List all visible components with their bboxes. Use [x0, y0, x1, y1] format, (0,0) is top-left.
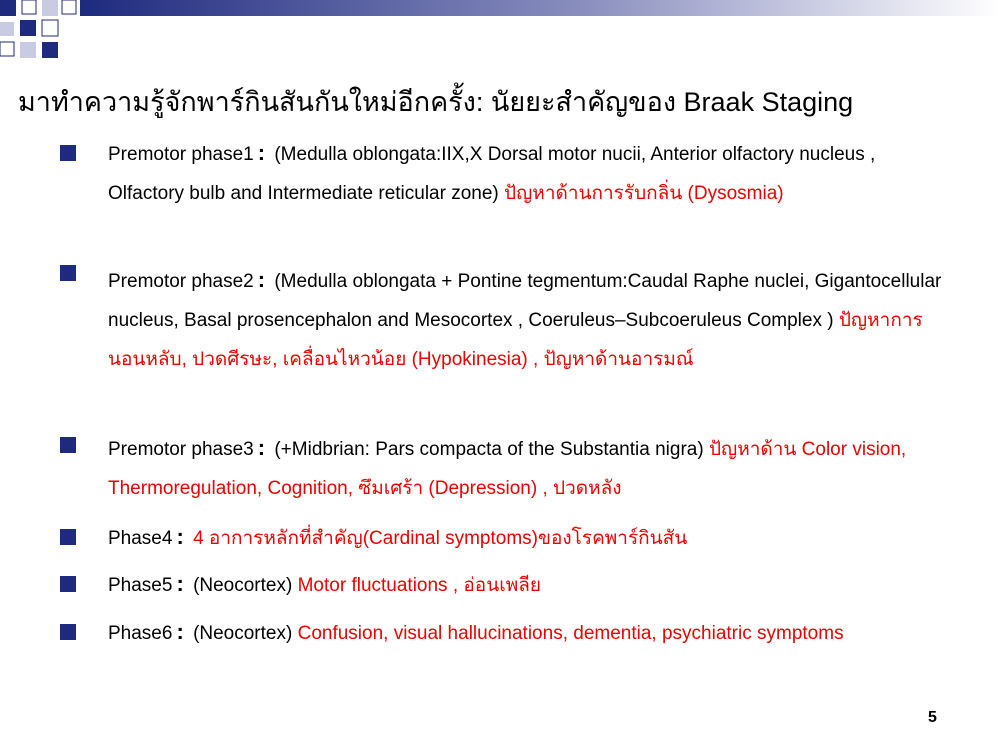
phase-detail: (Medulla oblongata:IIX,X Dorsal motor nucii, Anterior olfactory nucleus , Olfactory bulb and Intermediate reticular zone): [108, 144, 876, 204]
phase-highlight: ปัญหาด้าน Color vision, Thermoregulation, Cognition, ซึมเศร้า (Depression) , ปวดหลัง: [108, 439, 907, 499]
phase-separator: :: [257, 140, 266, 165]
bullet-square-icon: [60, 145, 76, 161]
phase-detail: (Neocortex): [193, 575, 293, 596]
phase-separator: :: [176, 571, 184, 596]
list-item-phase4: [108, 517, 948, 558]
phase-highlight: Motor fluctuations , อ่อนเพลีย: [297, 575, 541, 596]
list-item-phase2: [108, 260, 948, 379]
list-item-phase1: [108, 133, 948, 213]
phase-separator: :: [257, 435, 266, 460]
slide-title: มาทำความรู้จักพาร์กินสันกันใหม่อีกครั้ง: นัยยะสำคัญของ Braak Staging: [18, 87, 854, 117]
phase-highlight: Confusion, visual hallucinations, dementia, psychiatric symptoms: [297, 623, 844, 644]
phase-label: Premotor phase1: [108, 144, 254, 165]
phase-separator: :: [257, 267, 266, 292]
phase-label: Premotor phase3: [108, 439, 254, 460]
header-decoration: [0, 0, 1000, 64]
bullet-square-icon: [60, 576, 76, 592]
bullet-square-icon: [60, 265, 76, 281]
phase-highlight: ปัญหาการนอนหลับ, ปวดศีรษะ, เคลื่อนไหวน้อย (Hypokinesia) , ปัญหาด้านอารมณ์: [108, 310, 923, 370]
list-item-phase5: [108, 564, 948, 605]
phase-label: Phase5: [108, 575, 173, 596]
bullet-square-icon: [60, 529, 76, 545]
list-item-phase3: [108, 428, 948, 508]
phase-label: Premotor phase2: [108, 271, 254, 292]
phase-label: Phase4: [108, 528, 173, 549]
bullet-square-icon: [60, 437, 76, 453]
bullet-square-icon: [60, 624, 76, 640]
phase-detail: (Medulla oblongata + Pontine tegmentum:Caudal Raphe nuclei, Gigantocellular nucleus, Basal prosencephalon and Mesocortex , Coeruleus–Subcoeruleus Complex ): [108, 271, 942, 331]
phase-highlight: 4 อาการหลักที่สำคัญ(Cardinal symptoms)ของโรคพาร์กินสัน: [193, 528, 688, 549]
phase-separator: :: [176, 619, 184, 644]
phase-separator: :: [176, 524, 184, 549]
list-item-phase6: [108, 612, 948, 653]
phase-label: Phase6: [108, 623, 173, 644]
page-number: 5: [928, 709, 937, 726]
phase-highlight: ปัญหาด้านการรับกลิ่น (Dysosmia): [504, 183, 784, 204]
phase-detail: (+Midbrian: Pars compacta of the Substantia nigra): [274, 439, 704, 460]
phase-detail: (Neocortex): [193, 623, 293, 644]
